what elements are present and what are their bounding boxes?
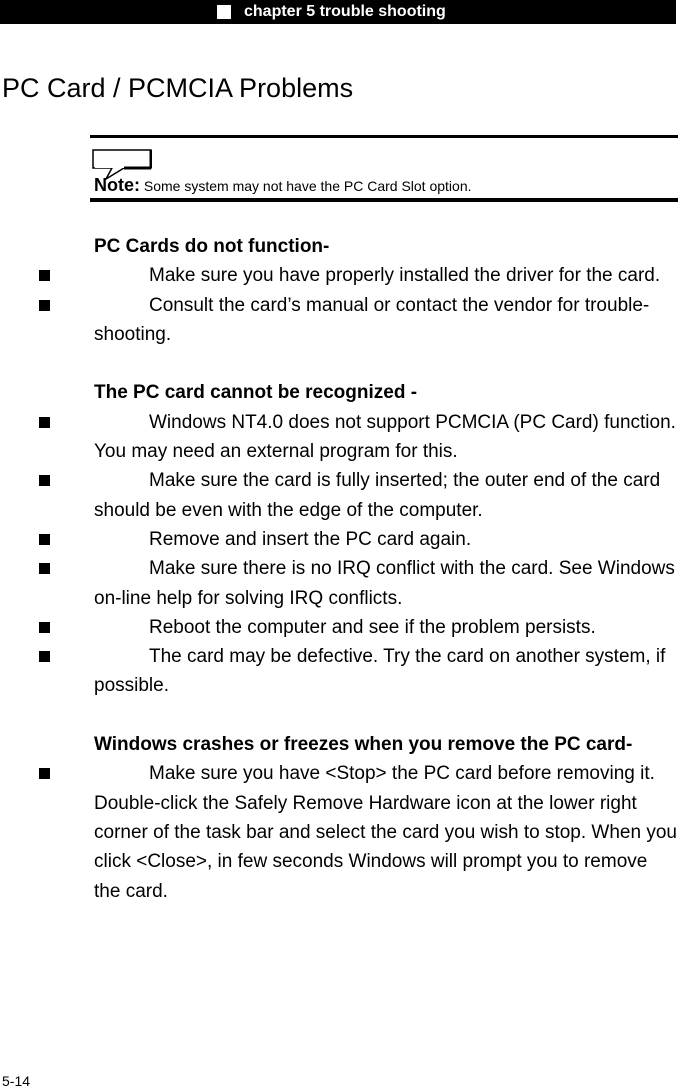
bullet-text: Make sure you have properly installed the driver for the card. (149, 265, 661, 287)
bullet-text: Reboot the computer and see if the problem persists. (149, 616, 596, 638)
page-number: 5-14 (2, 1073, 31, 1089)
bullet-text: Make sure the card is fully inserted; the outer end of the card should be even with the edge of the computer. (94, 470, 661, 521)
bullet-text: Remove and insert the PC card again. (149, 528, 472, 550)
note-top-rule (90, 135, 678, 138)
bullet-item (94, 291, 678, 350)
bullet-square-icon (39, 475, 50, 486)
bullet-square-icon (39, 622, 50, 633)
bullet-item (94, 466, 678, 525)
bullet-text: Make sure you have <Stop> the PC card before removing it. Double-click the Safely Remove Hardware icon at the lower right corner of the task bar and select the card you wish to stop. When you click <Close>, in few seconds Windows will prompt you to remove the card. (94, 763, 677, 902)
bullet-item (94, 642, 678, 701)
section-pc-cards-not-function (94, 232, 678, 349)
bullet-text: Make sure there is no IRQ conflict with the card. See Windows on-line help for solving IRQ conflicts. (94, 558, 675, 609)
note-text: Some system may not have the PC Card Slot option. (140, 178, 472, 194)
chapter-header-bar (0, 0, 676, 24)
bullet-text: Consult the card’s manual or contact the vendor for trouble-shooting. (94, 294, 650, 345)
chapter-square-icon (217, 5, 231, 19)
bullet-item (94, 554, 678, 613)
bullet-text: Windows NT4.0 does not support PCMCIA (PC Card) function. You may need an external program for this. (94, 411, 676, 463)
bullet-item (94, 613, 678, 642)
bullet-square-icon (39, 534, 50, 545)
bullet-item (94, 408, 678, 467)
bullet-item (94, 759, 678, 905)
bullet-item (94, 525, 678, 554)
bullet-square-icon (39, 300, 50, 311)
bullet-square-icon (39, 768, 50, 779)
note-box (90, 135, 678, 203)
bullet-item (94, 261, 678, 290)
section-card-not-recognized (94, 378, 678, 700)
bullet-square-icon (39, 417, 50, 428)
bullet-square-icon (39, 270, 50, 281)
bullet-text: The card may be defective. Try the card on another system, if possible. (94, 646, 666, 697)
section-heading: Windows crashes or freezes when you remove the PC card- (94, 734, 633, 756)
bullet-square-icon (39, 651, 50, 662)
bullet-square-icon (39, 563, 50, 574)
section-heading: The PC card cannot be recognized - (94, 382, 418, 404)
note-bottom-rule (90, 198, 678, 202)
note-line (94, 175, 472, 196)
troubleshooting-content (94, 232, 678, 906)
note-label: Note: (94, 175, 140, 195)
section-heading: PC Cards do not function- (94, 236, 330, 257)
chapter-title: chapter 5 trouble shooting (244, 3, 446, 20)
page-title: PC Card / PCMCIA Problems (2, 73, 354, 103)
section-windows-crashes (94, 730, 678, 906)
